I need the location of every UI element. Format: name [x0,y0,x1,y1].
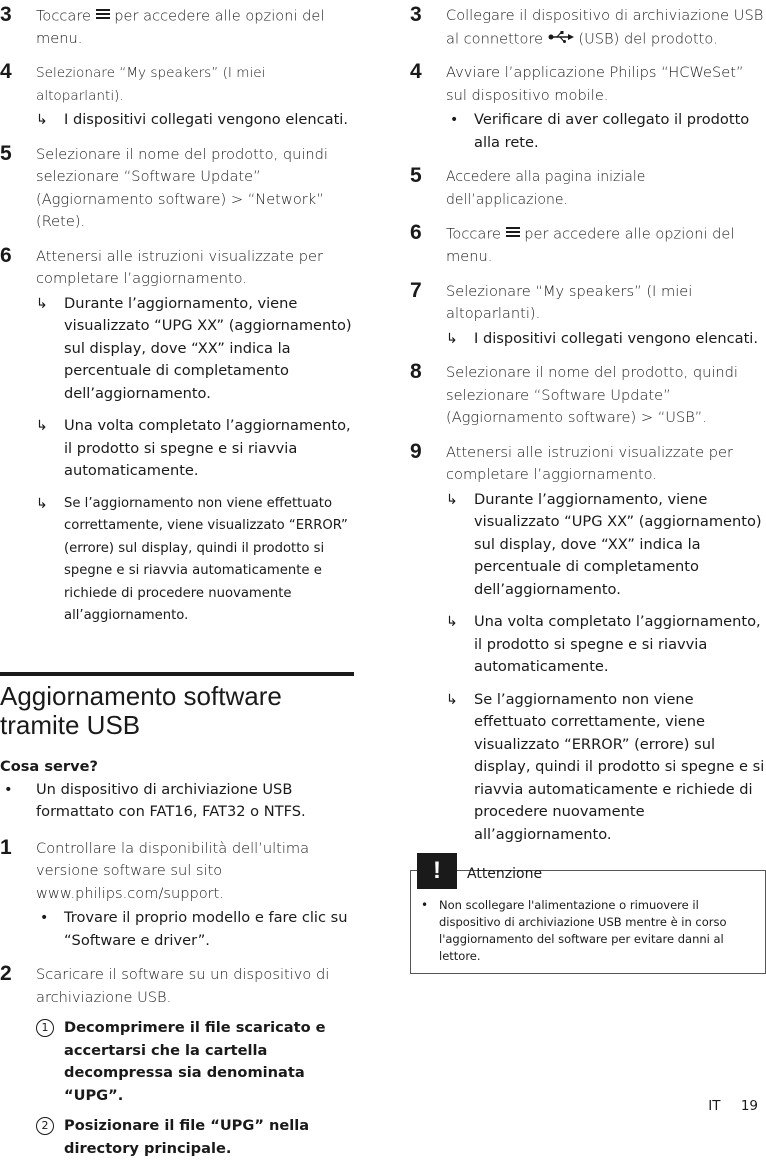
step-number: 5 [410,164,422,188]
result-text: Durante l’aggiornamento, viene visualizzato “UPG XX” (aggiornamento) sul display, dove “XX” indica la percentuale di completamento dell’aggiornamento. [64,294,352,402]
step-number: 6 [410,221,422,245]
step-text-pre: Toccare [446,225,502,243]
step-number: 1 [0,835,12,859]
step-number: 2 [0,962,12,986]
result-text: Una volta completato l’aggiornamento, il prodotto si spegne e si riavvia automaticamente. [474,613,761,675]
language-code: IT [708,1098,721,1114]
step-text [36,5,356,50]
right-column [410,0,766,974]
sub-bullet-text: Trovare il proprio modello e fare clic su “Software e driver”. [64,909,348,949]
step-6-follow-instructions [0,243,356,628]
result-text: Durante l’aggiornamento, viene visualizzato “UPG XX” (aggiornamento) sul display, dove “XX” indica la percentuale di completamento dell’aggiornamento. [474,490,762,598]
result-note [446,489,766,602]
left-column [0,0,356,1172]
result-note [36,415,356,483]
result-text: Una volta completato l’aggiornamento, il prodotto si spegne e si riavvia automaticamente. [64,417,351,480]
section-divider [0,672,354,676]
step-text: Attenersi alle istruzioni visualizzate per completare l’aggiornamento. [446,443,734,483]
result-note [36,109,356,132]
step-3-menu [0,5,356,50]
step-text: Selezionare il nome del prodotto, quindi selezionare “Software Update” (Aggiornamento software) > “USB”. [446,364,738,426]
step-text-post: per accedere alle opzioni del menu. [36,7,325,47]
result-arrow-icon: ↳ [446,330,458,347]
step-number: 4 [0,60,12,84]
step-7-my-speakers [410,278,766,351]
result-arrow-icon: ↳ [446,614,458,630]
step-text: Selezionare “My speakers” (I miei altoparlanti). [36,65,266,104]
step-number: 3 [410,3,422,26]
step-text-post: del prodotto. [623,29,718,47]
sub-step [36,1115,356,1160]
result-arrow-icon: ↳ [446,691,458,708]
step-number: 5 [0,141,12,165]
bullet-icon: • [450,112,459,129]
step-text [446,223,766,268]
step-text: Accedere alla pagina iniziale dell’applicazione. [446,169,646,208]
step-4-launch-app [410,62,766,154]
step-text: Attenersi alle istruzioni visualizzate per completare l’aggiornamento. [36,247,324,288]
step-text: Scaricare il software su un dispositivo di archiviazione USB. [36,966,330,1006]
step-5-select-product [0,141,356,234]
requirement-text: Un dispositivo di archiviazione USB formattato con FAT16, FAT32 o NTFS. [36,780,306,821]
bullet-icon: • [40,910,49,927]
result-arrow-icon: ↳ [36,112,48,129]
step-number: 9 [410,439,422,463]
result-text: I dispositivi collegati vengono elencati. [474,329,759,347]
step-text-pre: Collegare il dispositivo di archiviazione USB al connettore [446,7,764,47]
step-5-home-page [410,166,766,211]
requirement-item [0,779,356,824]
result-note [36,493,356,628]
sub-bullet-text: Verificare di aver collegato il prodotto alla rete. [474,111,750,151]
result-text: Se l’aggiornamento non viene effettuato correttamente, viene visualizzato “ERROR” (errore) sul display, quindi il prodotto si spegne e si riavvia automaticamente e richiede di procedere nuovamente all’aggiornamento. [474,690,765,843]
bullet-icon: • [421,898,429,912]
caution-box [410,857,766,974]
sub-step-text: Posizionare il file “UPG” nella directory principale. [64,1117,310,1157]
caution-label: Attenzione [467,866,543,882]
result-arrow-icon: ↳ [36,418,48,435]
usb-icon [548,28,574,51]
step-text: Collegare il dispositivo di archiviazione USB al connettore (USB) del prodotto. [446,5,766,50]
step-text-post: per accedere alle opzioni del menu. [446,225,735,265]
step-2-download [0,964,356,1160]
sub-step-number: 2 [36,1117,54,1135]
step-number: 7 [410,278,422,302]
section-title: Aggiornamento software tramite USB [0,680,282,740]
menu-icon [506,223,520,246]
step-text: Avviare l’applicazione Philips “HCWeSet” sul dispositivo mobile. [446,64,744,104]
step-number: 4 [410,60,422,84]
caution-text: Non scollegare l'alimentazione o rimuovere il dispositivo di archiviazione USB mentre è in corso l'aggiornamento del software per evitare danni al lettore. [439,898,727,963]
sub-step [36,1017,356,1107]
menu-icon [96,5,110,28]
result-note [446,611,766,679]
step-3-connect-usb [410,5,766,50]
sub-step-number: 1 [36,1019,54,1037]
usb-label: USB [584,29,614,47]
result-text: Se l’aggiornamento non viene effettuato correttamente, viene visualizzato “ERROR” (errore) sul display, quindi il prodotto si spegne e si riavvia automaticamente e richiede di procedere nuovamente all’aggiornamento. [64,495,348,624]
step-number: 3 [0,3,12,26]
result-note [446,328,766,351]
result-note [36,293,356,406]
caution-body [411,871,765,973]
step-1-check-version [0,835,356,953]
result-arrow-icon: ↳ [446,491,458,508]
result-arrow-icon: ↳ [36,495,48,512]
step-8-select-product [410,362,766,430]
step-text: Selezionare “My speakers” (I miei altoparlanti). [446,282,693,322]
page-footer [692,1098,758,1114]
sub-bullet [36,907,356,952]
result-note [446,689,766,847]
step-6-menu [410,223,766,268]
sub-step-text: Decomprimere il file scaricato e accertarsi che la cartella decompressa sia denominata “UPG”. [64,1019,326,1104]
page-number: 19 [740,1098,758,1114]
warning-icon: ! [417,853,457,889]
sub-bullet [446,109,766,154]
step-9-follow-instructions [410,439,766,847]
step-text: Controllare la disponibilità dell’ultima versione software sul sito www.philips.com/support. [36,839,310,902]
step-text-pre: Toccare [36,7,92,25]
step-4-my-speakers [0,62,356,132]
bullet-icon: • [4,780,13,798]
step-number: 8 [410,360,422,383]
requirements-heading: Cosa serve? [0,757,99,775]
result-text: I dispositivi collegati vengono elencati. [64,111,349,129]
result-arrow-icon: ↳ [36,295,48,312]
step-number: 6 [0,243,12,267]
step-text: Selezionare il nome del prodotto, quindi selezionare “Software Update” (Aggiornamento software) > “Network” (Rete). [36,145,328,231]
